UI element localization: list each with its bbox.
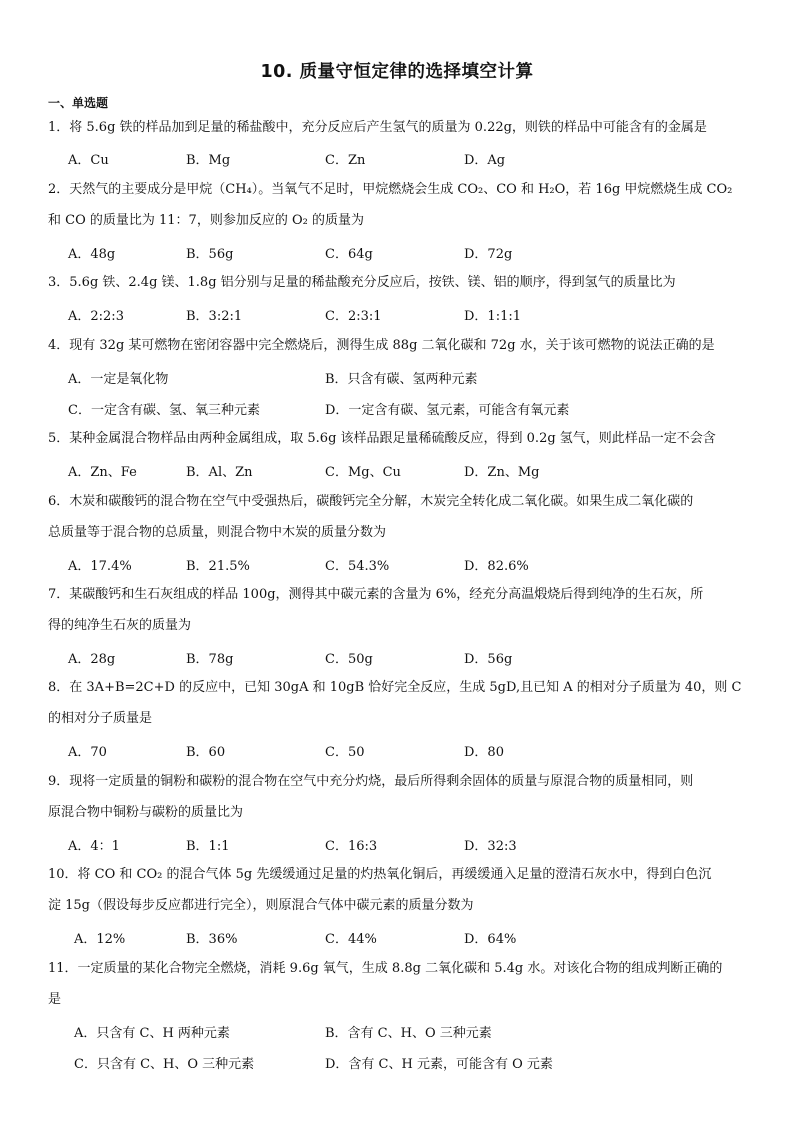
option-a: A．Cu [68,153,109,168]
question-4-stem: 4．现有 32g 某可燃物在密闭容器中完全燃烧后，测得生成 88g 二氧化碳和 72g 水，关于该可燃物的说法正确的是 [48,338,715,353]
page-title: 10. 质量守恒定律的选择填空计算 [260,62,534,82]
option-d: D．80 [464,745,504,760]
question-8-stem-line2: 的相对分子质量是 [48,711,153,726]
option-b: B．含有 C、H、O 三种元素 [325,1026,492,1041]
option-b: B．Al、Zn [186,465,253,480]
question-7-stem-line2: 得的纯净生石灰的质量为 [48,618,192,633]
question-11-stem-line2: 是 [48,992,62,1007]
question-9-stem-line1: 9．现将一定质量的铜粉和碳粉的混合物在空气中充分灼烧，最后所得剩余固体的质量与原混合物的质量相同，则 [48,774,694,789]
question-10-stem-line2: 淀 15g（假设每步反应都进行完全），则原混合气体中碳元素的质量分数为 [48,898,474,913]
option-d: D．64% [464,932,517,947]
option-b: B．1:1 [186,839,230,854]
option-a: A．70 [68,745,107,760]
option-c: C．64g [325,247,373,262]
question-7-stem-line1: 7．某碳酸钙和生石灰组成的样品 100g，测得其中碳元素的含量为 6%，经充分高温煅烧后得到纯净的生石灰，所 [48,587,704,602]
option-a: A．48g [68,247,116,262]
option-a: A．只含有 C、H 两种元素 [74,1026,230,1041]
option-b: B．只含有碳、氢两种元素 [325,372,478,387]
question-3-stem: 3．5.6g 铁、2.4g 镁、1.8g 铝分别与足量的稀盐酸充分反应后，按铁、镁、铝的顺序，得到氢气的质量比为 [48,275,676,290]
question-5-stem: 5．某种金属混合物样品由两种金属组成，取 5.6g 该样品跟足量稀硫酸反应，得到 0.2g 氢气，则此样品一定不会含 [48,431,716,446]
question-2-stem-line2: 和 CO 的质量比为 11：7，则参加反应的 O₂ 的质量为 [48,213,364,228]
option-d: D．72g [464,247,513,262]
option-c: C．50 [325,745,365,760]
option-b: B．60 [186,745,226,760]
option-c: C．只含有 C、H、O 三种元素 [74,1057,255,1072]
option-c: C．50g [325,652,373,667]
option-d: D．Ag [464,153,506,168]
question-9-stem-line2: 原混合物中铜粉与碳粉的质量比为 [48,805,244,820]
option-d: D．含有 C、H 元素，可能含有 O 元素 [325,1057,553,1072]
option-c: C．Zn [325,153,366,168]
option-d: D．Zn、Mg [464,465,540,480]
question-1-stem: 1．将 5.6g 铁的样品加到足量的稀盐酸中，充分反应后产生氢气的质量为 0.22g，则铁的样品中可能含有的金属是 [48,120,707,135]
option-d: D．一定含有碳、氢元素，可能含有氧元素 [325,403,570,418]
option-d: D．1:1:1 [464,309,521,324]
question-11-stem-line1: 11．一定质量的某化合物完全燃烧，消耗 9.6g 氧气，生成 8.8g 二氧化碳和 5.4g 水。对该化合物的组成判断正确的 [48,961,723,976]
section-heading: 一、单选题 [48,96,109,110]
option-c: C．2:3:1 [325,309,382,324]
option-b: B．3:2:1 [186,309,243,324]
option-b: B．56g [186,247,234,262]
option-b: B．Mg [186,153,231,168]
option-d: D．56g [464,652,513,667]
option-d: D．32:3 [464,839,517,854]
option-c: C．44% [325,932,377,947]
question-10-stem-line1: 10．将 CO 和 CO₂ 的混合气体 5g 先缓缓通过足量的灼热氧化铜后，再缓缓通入足量的澄清石灰水中，得到白色沉 [48,867,712,882]
option-b: B．21.5% [186,559,250,574]
option-d: D．82.6% [464,559,529,574]
question-8-stem-line1: 8．在 3A+B=2C+D 的反应中，已知 30gA 和 10gB 恰好完全反应，生成 5gD,且已知 A 的相对分子质量为 40，则 C [48,680,742,695]
option-a: A．一定是氧化物 [68,372,169,387]
option-b: B．36% [186,932,238,947]
option-a: A．28g [68,652,116,667]
question-2-stem-line1: 2．天然气的主要成分是甲烷（CH₄）。当氧气不足时，甲烷燃烧会生成 CO₂、CO 和 H₂O，若 16g 甲烷燃烧生成 CO₂ [48,182,733,197]
option-c: C．54.3% [325,559,390,574]
option-a: A．4：1 [68,839,120,854]
option-c: C．16:3 [325,839,378,854]
option-a: A．Zn、Fe [68,465,137,480]
option-a: A．17.4% [68,559,132,574]
question-6-stem-line2: 总质量等于混合物的总质量，则混合物中木炭的质量分数为 [48,525,387,540]
option-a: A．12% [74,932,126,947]
option-a: A．2:2:3 [68,309,124,324]
option-b: B．78g [186,652,234,667]
option-c: C．Mg、Cu [325,465,401,480]
question-6-stem-line1: 6．木炭和碳酸钙的混合物在空气中受强热后，碳酸钙完全分解，木炭完全转化成二氧化碳。如果生成二氧化碳的 [48,494,694,509]
option-c: C．一定含有碳、氢、氧三种元素 [68,403,260,418]
